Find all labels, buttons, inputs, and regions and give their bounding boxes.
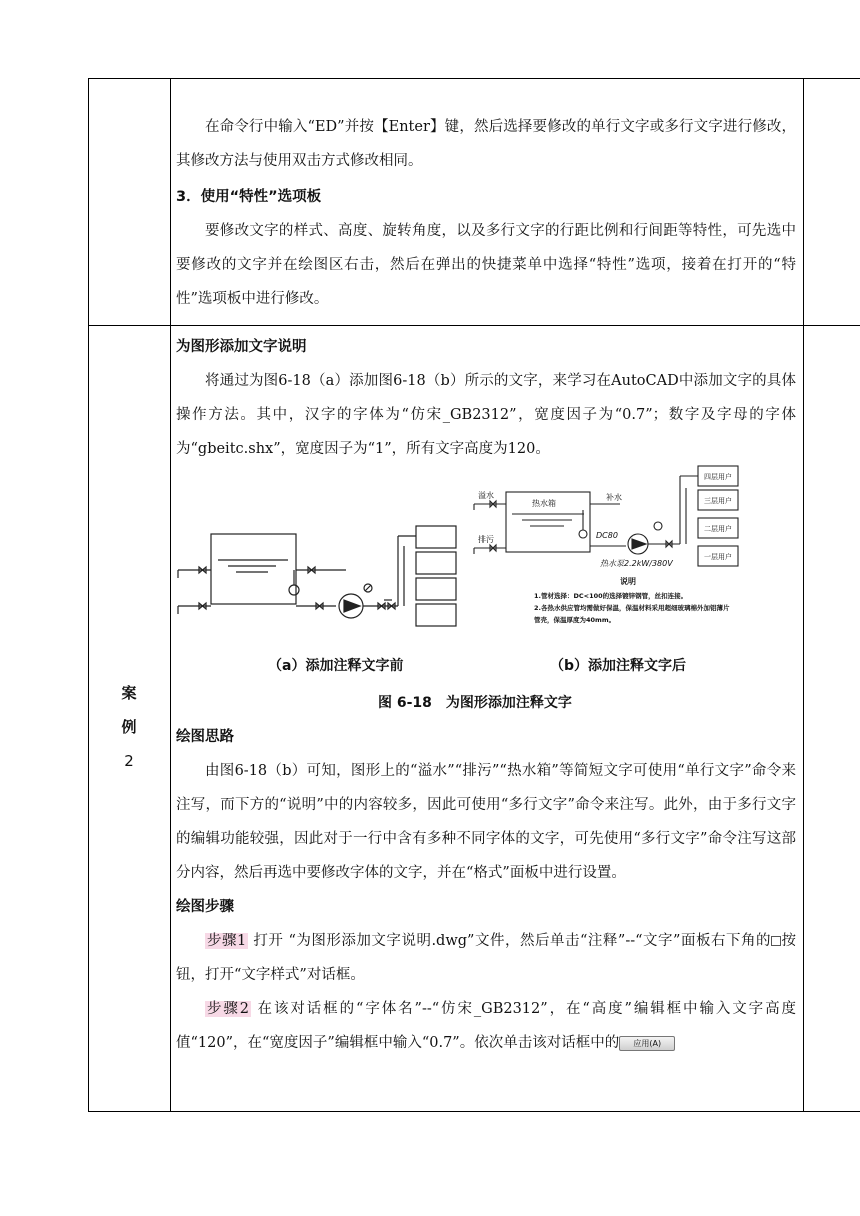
top-section xyxy=(176,110,796,316)
table-col-divider-left xyxy=(170,78,171,1112)
label-drain: 排污 xyxy=(478,535,494,544)
case-body xyxy=(176,720,796,1060)
note-title: 说明 xyxy=(620,577,636,586)
label-dn: DC80 xyxy=(596,531,618,540)
label-floor-4: 四层用户 xyxy=(704,473,732,481)
figure-title: 图 6-18 为图形添加注释文字 xyxy=(378,695,572,711)
case-intro: 将通过为图6-18（a）添加图6-18（b）所示的文字，来学习在AutoCAD中添加文字的具体操作方法。其中，汉字的字体为“仿宋_GB2312”，宽度因子为“0.7”；数字及字母的字体为“gbeitc.shx”，宽度因子为“1”，所有文字高度为120。 xyxy=(176,373,796,457)
table-divider-row xyxy=(88,325,860,326)
caption-figure-b: （b）添加注释文字后 xyxy=(550,658,687,674)
label-makeup: 补水 xyxy=(606,493,622,502)
table-border-left xyxy=(88,78,89,1112)
apply-button[interactable]: 应用(A) xyxy=(619,1036,675,1051)
steps-heading: 绘图步骤 xyxy=(176,899,234,915)
step-1-text-a: 打开 “为图形添加文字说明.dwg”文件，然后单击“注释”--“文字”面板右下角的 xyxy=(248,933,771,949)
step-1-text-b: 按钮，打开“文字样式”对话框。 xyxy=(176,933,797,983)
paragraph-ed-command: 在命令行中输入“ED”并按【Enter】键，然后选择要修改的单行文字或多行文字进行修改，其修改方法与使用双击方式修改相同。 xyxy=(176,119,796,169)
dialog-launcher-icon[interactable] xyxy=(771,936,781,946)
step-2 xyxy=(176,992,796,1060)
case-label-char-2: 例 xyxy=(121,718,137,736)
idea-paragraph: 由图6-18（b）可知，图形上的“溢水”“排污”“热水箱”等简短文字可使用“单行文字”命令来注写，而下方的“说明”中的内容较多，因此可使用“多行文字”命令来注写。此外，由于多行文字的编辑功能较强，因此对于一行中含有多种不同字体的文字，可先使用“多行文字”命令注写这部分内容，然后再选中要修改字体的文字，并在“格式”面板中进行设置。 xyxy=(176,763,796,881)
figure-b-diagram xyxy=(470,462,790,640)
table-border-bottom xyxy=(88,1111,860,1112)
label-tank: 热水箱 xyxy=(532,499,556,508)
table-border-top xyxy=(88,78,860,79)
step-1-tag: 步骤1 xyxy=(207,933,247,949)
case-label-char-1: 案 xyxy=(121,684,137,702)
label-floor-1: 一层用户 xyxy=(704,553,732,561)
note-line-2: 2.各热水供应管均需做好保温，保温材料采用超细玻璃棉外加铝薄片 xyxy=(534,604,730,612)
label-floor-2: 二层用户 xyxy=(704,525,732,533)
step-1 xyxy=(176,924,796,992)
label-overflow: 溢水 xyxy=(478,491,494,500)
idea-heading: 绘图思路 xyxy=(176,729,234,745)
step-2-text: 在该对话框的“字体名”--“仿宋_GB2312”，在“高度”编辑框中输入文字高度值“120”，在“宽度因子”编辑框中输入“0.7”。依次单击该对话框中的 xyxy=(176,1001,796,1051)
label-pump: 热水泵2.2kW/380V xyxy=(600,559,673,568)
paragraph-properties: 要修改文字的样式、高度、旋转角度，以及多行文字的行距比例和行间距等特性，可先选中要修改的文字并在绘图区右击，然后在弹出的快捷菜单中选择“特性”选项，接着在打开的“特性”选项板中进行修改。 xyxy=(176,223,796,307)
note-line-1: 1.管材选择：DC<100的选择镀锌钢管，丝扣连接。 xyxy=(534,592,688,600)
caption-figure-a: （a）添加注释文字前 xyxy=(268,658,404,674)
case-label xyxy=(88,676,170,778)
figure-a-diagram xyxy=(176,520,466,640)
case-intro-section xyxy=(176,330,796,466)
label-floor-3: 三层用户 xyxy=(704,497,732,505)
heading-properties-palette: 3．使用“特性”选项板 xyxy=(176,189,322,205)
step-2-tag: 步骤2 xyxy=(207,1001,250,1017)
note-line-3: 管壳，保温厚度为40mm。 xyxy=(534,616,616,624)
table-col-divider-right xyxy=(803,78,804,1112)
case-title: 为图形添加文字说明 xyxy=(176,339,307,355)
case-label-char-3: 2 xyxy=(124,752,134,770)
